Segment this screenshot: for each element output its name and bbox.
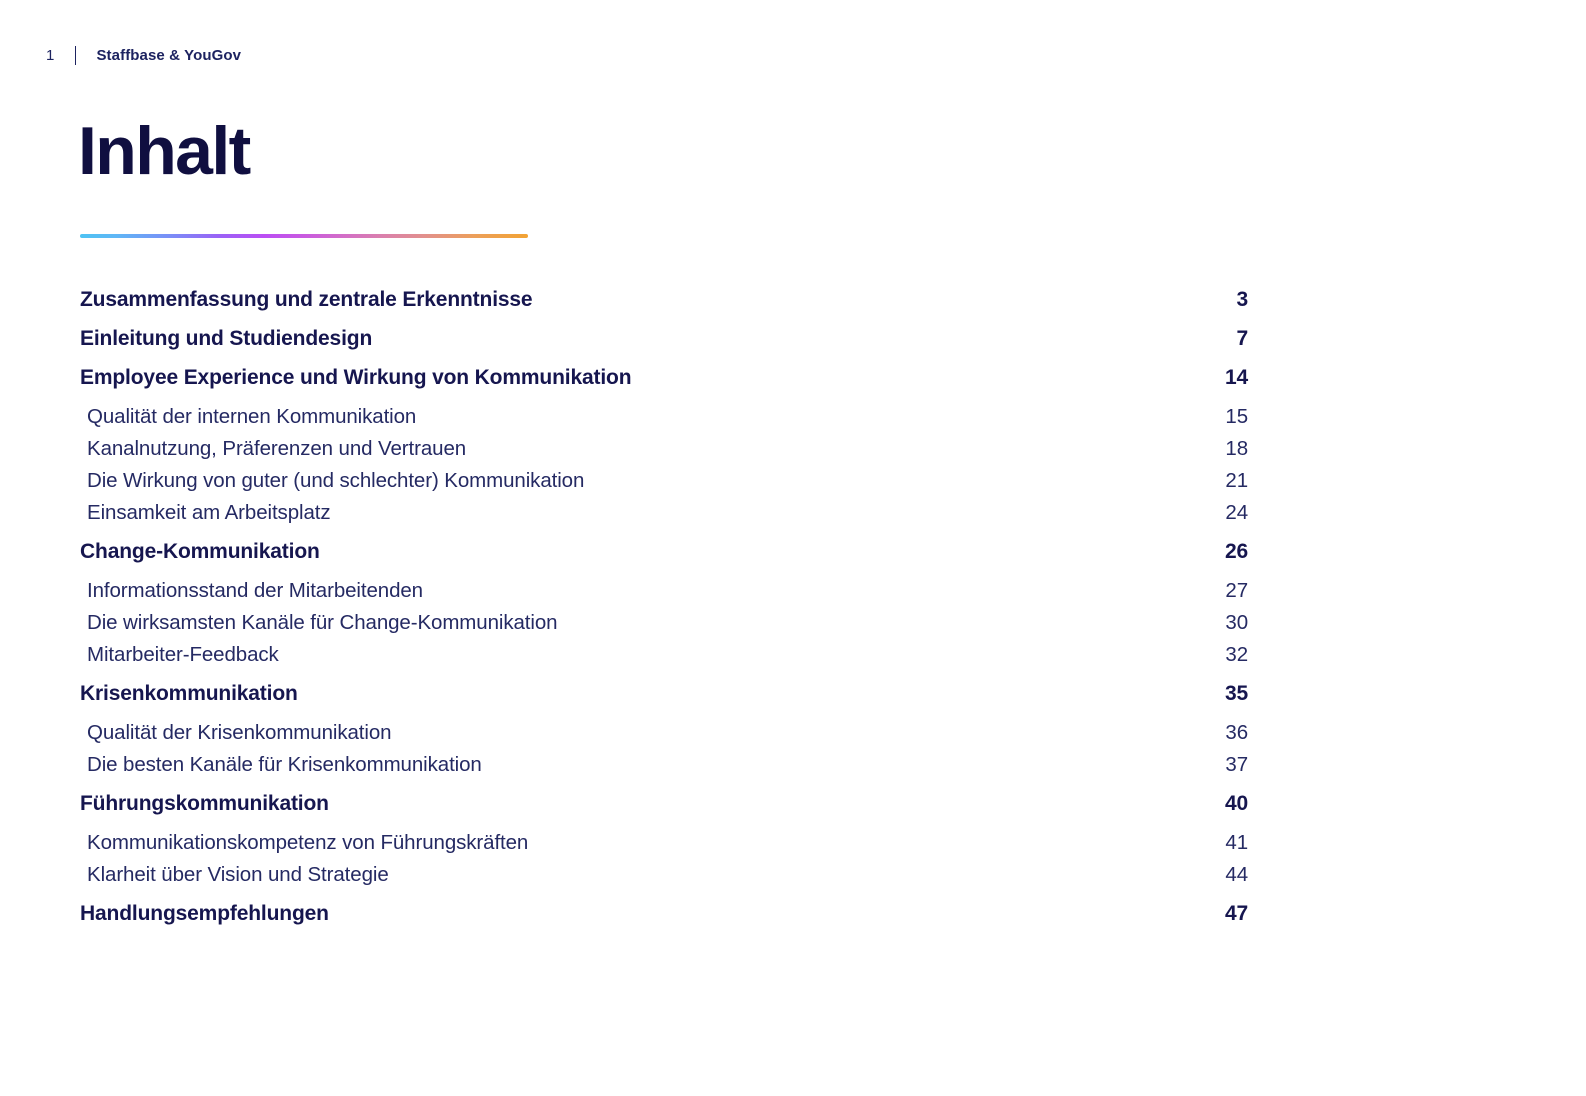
toc-entry-label: Einsamkeit am Arbeitsplatz (87, 501, 331, 524)
toc-entry-page-number: 35 (1224, 682, 1248, 705)
toc-entry-label: Employee Experience und Wirkung von Kommunikation (80, 366, 632, 389)
toc-entry-label: Einleitung und Studiendesign (80, 327, 373, 350)
toc-entry-label: Qualität der internen Kommunikation (87, 405, 417, 428)
toc-entry-label: Qualität der Krisenkommunikation (87, 721, 392, 744)
toc-entry-label: Krisenkommunikation (80, 682, 298, 705)
toc-entry-label: Kommunikationskompetenz von Führungskräften (87, 831, 529, 854)
toc-entry[interactable] (80, 405, 1248, 437)
toc-entry-label: Change-Kommunikation (80, 540, 320, 563)
toc-entry[interactable] (80, 366, 1248, 405)
toc-entry[interactable] (80, 540, 1248, 579)
toc-entry-page-number: 27 (1225, 579, 1248, 602)
toc-entry-label: Klarheit über Vision und Strategie (87, 863, 389, 886)
toc-entry-page-number: 44 (1225, 863, 1248, 886)
toc-entry[interactable] (80, 792, 1248, 831)
toc-entry[interactable] (80, 327, 1248, 366)
toc-entry-page-number: 3 (1236, 288, 1248, 311)
toc-entry-label: Informationsstand der Mitarbeitenden (87, 579, 423, 602)
header-divider (75, 46, 76, 65)
running-header (46, 44, 241, 66)
toc-entry-page-number: 15 (1225, 405, 1248, 428)
toc-entry-label: Kanalnutzung, Präferenzen und Vertrauen (87, 437, 467, 460)
toc-entry[interactable] (80, 501, 1248, 533)
toc-entry-page-number: 47 (1224, 902, 1248, 925)
toc-entry[interactable] (80, 863, 1248, 895)
toc-entry-page-number: 36 (1225, 721, 1248, 744)
toc-entry-page-number: 30 (1225, 611, 1248, 634)
toc-entry-page-number: 41 (1225, 831, 1248, 854)
toc-entry[interactable] (80, 611, 1248, 643)
toc-entry[interactable] (80, 682, 1248, 721)
toc-entry-page-number: 24 (1225, 501, 1248, 524)
toc-entry-page-number: 7 (1236, 327, 1248, 350)
toc-entry-page-number: 37 (1225, 753, 1248, 776)
page-title: Inhalt (78, 113, 250, 189)
toc-entry-page-number: 18 (1225, 437, 1248, 460)
header-brand: Staffbase & YouGov (96, 46, 242, 64)
toc-entry[interactable] (80, 753, 1248, 785)
toc-entry[interactable] (80, 643, 1248, 675)
toc-entry-page-number: 26 (1224, 540, 1248, 563)
toc-entry[interactable] (80, 437, 1248, 469)
toc-entry-label: Führungskommunikation (80, 792, 329, 815)
toc-entry-label: Die Wirkung von guter (und schlechter) Kommunikation (87, 469, 585, 492)
toc-entry[interactable] (80, 902, 1248, 941)
toc-entry[interactable] (80, 831, 1248, 863)
toc-entry-page-number: 21 (1225, 469, 1248, 492)
toc-entry-label: Die wirksamsten Kanäle für Change-Kommunikation (87, 611, 558, 634)
toc-entry-label: Handlungsempfehlungen (80, 902, 329, 925)
gradient-divider (80, 234, 528, 238)
toc-entry[interactable] (80, 579, 1248, 611)
toc-entry[interactable] (80, 288, 1248, 327)
table-of-contents (80, 288, 1248, 941)
toc-entry[interactable] (80, 721, 1248, 753)
header-page-number: 1 (46, 46, 55, 64)
toc-entry-label: Zusammenfassung und zentrale Erkenntnisse (80, 288, 533, 311)
toc-entry-label: Mitarbeiter-Feedback (87, 643, 279, 666)
toc-entry[interactable] (80, 469, 1248, 501)
toc-entry-page-number: 40 (1224, 792, 1248, 815)
toc-entry-page-number: 32 (1225, 643, 1248, 666)
toc-entry-page-number: 14 (1224, 366, 1248, 389)
toc-entry-label: Die besten Kanäle für Krisenkommunikation (87, 753, 482, 776)
